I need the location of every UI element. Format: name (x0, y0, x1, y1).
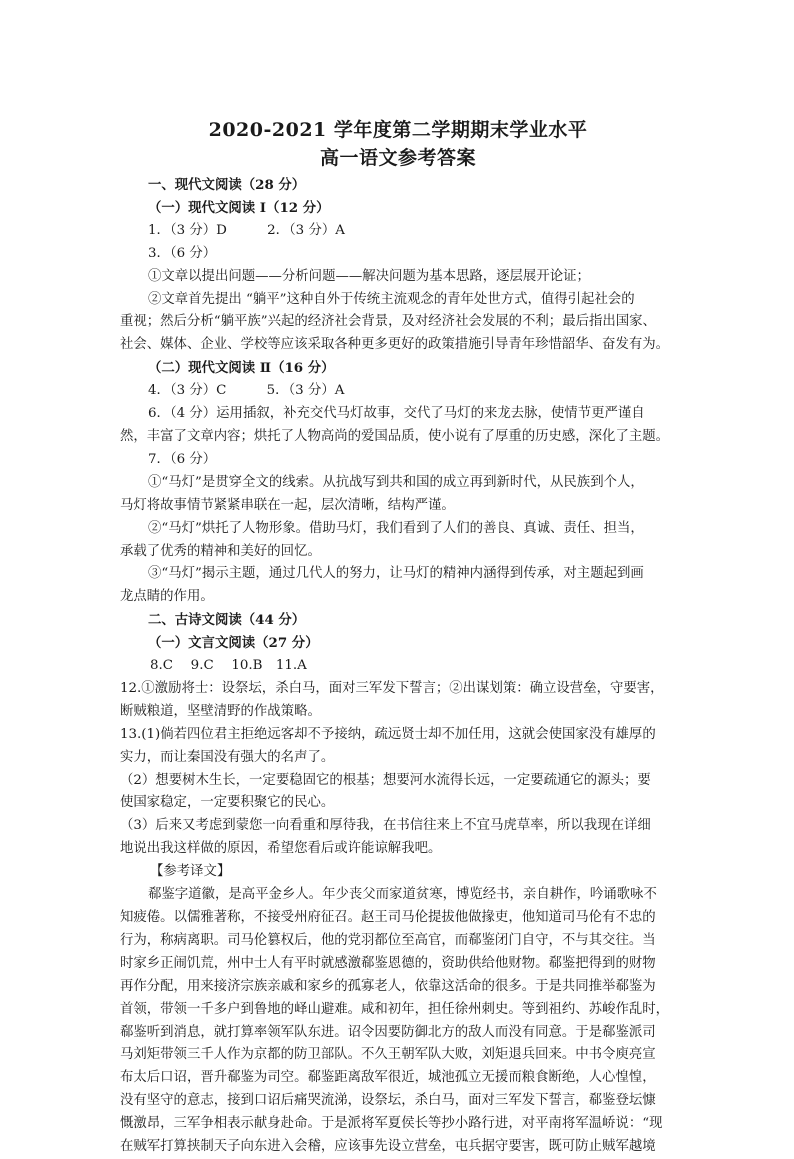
text-line: 知疲倦。以儒雅著称，不接受州府征召。赵王司马伦提拔他做掾吏，他知道司马伦有不忠的 (120, 910, 656, 925)
text-line: 郗鉴听到消息，就打算率领军队东进。诏令因要防御北方的敌人而没有同意。于是郗鉴派司 (120, 1024, 656, 1040)
answer-content (120, 174, 676, 1159)
text-line: 再作分配，用来接济宗族亲戚和家乡的孤寡老人，依靠这活命的很多。于是共同推举郗鉴为 (120, 978, 656, 994)
text-line: 地说出我这样做的原因，希望您看后或许能谅解我吧。 (120, 841, 442, 857)
text-line: 重视；然后分析“躺平族”兴起的经济社会背景，及对经济社会发展的不利；最后指出国家、 (120, 314, 656, 330)
text-line: 实力，而让秦国没有强大的名声了。 (120, 749, 335, 765)
text-line: （二）现代文阅读 Ⅱ（16 分） (148, 360, 335, 377)
text-line: 一、现代文阅读（28 分） (148, 177, 306, 193)
document-subtitle: 高一语文参考答案 (319, 147, 476, 169)
text-line: 慨激昂，三军争相表示献身赴命。于是派将军夏侯长等抄小路行进，对平南将军温峤说：“现 (120, 1116, 663, 1132)
text-line: ②文章首先提出 “躺平”这种自外于传统主流观念的青年处世方式，值得引起社会的 (148, 291, 635, 307)
text-line: ①文章以提出问题——分析问题——解决问题为基本思路，逐层展开论证； (148, 268, 590, 284)
text-line: ②“马灯”烘托了人物形象。借助马灯，我们看到了人们的善良、真诚、责任、担当， (148, 520, 644, 536)
text-line: 首领，带领一千多户到鲁地的峄山避难。咸和初年，担任徐州刺史。等到祖约、苏峻作乱时， (120, 1001, 670, 1017)
text-line: ①“马灯”是贯穿全文的线索。从抗战写到共和国的成立再到新时代，从民族到个人， (148, 474, 644, 490)
text-line: 使国家稳定，一定要积聚它的民心。 (120, 795, 335, 811)
text-line: 断贼粮道，坚壁清野的作战策略。 (120, 703, 321, 719)
text-line: （2）想要树木生长，一定要稳固它的根基；想要河水流得长远，一定要疏通它的源头；要 (120, 772, 651, 788)
text-line: 龙点睛的作用。 (120, 589, 214, 605)
text-line: 布太后口诏，晋升郗鉴为司空。郗鉴距离敌军很近，城池孤立无援而粮食断绝，人心惶惶， (120, 1070, 656, 1086)
text-line: 8.C 9.C 10.B 11.A (150, 658, 307, 674)
text-line: 郗鉴字道徽，是高平金乡人。年少丧父而家道贫寒，博览经书，亲自耕作，吟诵歌咏不 (148, 887, 657, 903)
text-line: 社会、媒体、企业、学校等应该采取各种更多更好的政策措施引导青年珍惜韶华、奋发有为。 (120, 337, 670, 353)
text-line: 13.(1)倘若四位君主拒绝远客却不予接纳，疏远贤士却不加任用，这就会使国家没有雄厚的 (120, 726, 656, 742)
text-line: 没有坚守的意志，接到口诏后痛哭流涕，设祭坛，杀白马，面对三军发下誓言，郗鉴登坛慷 (120, 1093, 656, 1109)
text-line: 7．（6 分） (148, 451, 217, 467)
text-line: 马灯将故事情节紧紧串联在一起，层次清晰，结构严谨。 (120, 497, 455, 513)
text-line: 马刘矩带领三千人作为京都的防卫部队。不久王朝军队大败，刘矩退兵回来。中书令庾亮宣 (120, 1047, 656, 1063)
text-line: 二、古诗文阅读（44 分） (148, 612, 306, 629)
text-line: 然，丰富了文章内容；烘托了人物高尚的爱国品质，使小说有了厚重的历史感，深化了主题。 (120, 428, 670, 444)
text-line: （一）现代文阅读 Ⅰ（12 分） (148, 199, 330, 216)
text-line: 承载了优秀的精神和美好的回忆。 (120, 543, 321, 559)
text-line: 6．（4 分）运用插叙，补充交代马灯故事，交代了马灯的来龙去脉，使情节更严谨自 (148, 406, 645, 422)
text-line: ③“马灯”揭示主题，通过几代人的努力，让马灯的精神内涵得到传承，对主题起到画 (148, 566, 644, 582)
text-line: 1．（3 分）D 2．（3 分）A (148, 222, 345, 238)
text-line: 行为，称病离职。司马伦篡权后，他的党羽都位至高官，而郗鉴闭门自守，不与其交往。当 (120, 932, 656, 948)
text-line: 4．（3 分）C 5．（3 分）A (148, 383, 345, 399)
text-line: 【参考译文】 (150, 864, 231, 880)
document-title: 2020-2021 学年度第二学期期末学业水平 (208, 119, 588, 141)
text-line: 12.①激励将士：设祭坛，杀白马，面对三军发下誓言；②出谋划策：确立设营垒，守要害， (120, 680, 664, 696)
text-line: 3．（6 分） (148, 245, 217, 261)
text-line: （一）文言文阅读（27 分） (148, 635, 319, 652)
text-line: （3）后来又考虑到蒙您一向看重和厚待我，在书信往来上不宜马虎草率，所以我现在详细 (120, 818, 651, 834)
text-line: 在贼军打算挟制天子向东进入会稽，应该事先设立营垒，屯兵据守要害，既可防止贼军越境 (120, 1139, 656, 1155)
text-line: 时家乡正闹饥荒，州中士人有平时就感激郗鉴恩德的，资助供给他财物。郗鉴把得到的财物 (120, 955, 656, 971)
